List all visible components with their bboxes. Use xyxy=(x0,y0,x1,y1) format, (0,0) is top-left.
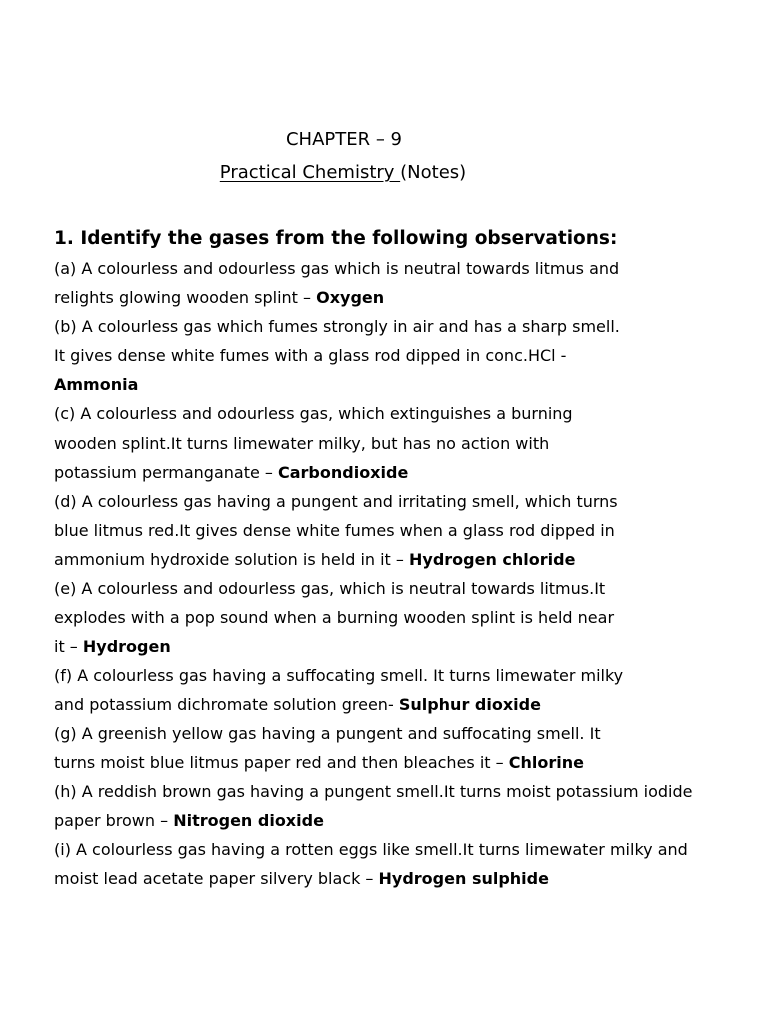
subtitle-underlined: Practical Chemistry xyxy=(219,162,401,183)
answer-text: Nitrogen dioxide xyxy=(173,811,324,830)
text-line xyxy=(54,433,549,455)
line-text: wooden splint.It turns limewater milky, but has no action with xyxy=(54,434,550,453)
answer-text: Carbondioxide xyxy=(277,463,409,482)
line-text: relights glowing wooden splint – xyxy=(54,288,317,307)
chapter-heading: CHAPTER – 9 xyxy=(285,129,403,150)
text-line xyxy=(54,781,692,803)
line-text: and potassium dichromate solution green- xyxy=(54,695,399,714)
answer-text: Oxygen xyxy=(316,288,385,307)
answer-text: Sulphur dioxide xyxy=(398,695,541,714)
line-text: potassium permanganate – xyxy=(54,463,278,482)
text-line xyxy=(54,491,618,513)
text-line xyxy=(54,316,620,338)
line-text: (b) A colourless gas which fumes strongly in air and has a sharp smell. xyxy=(54,317,620,336)
line-text: it – xyxy=(54,637,83,656)
line-text: paper brown – xyxy=(54,811,174,830)
text-line xyxy=(54,403,573,425)
line-text: (d) A colourless gas having a pungent and irritating smell, which turns xyxy=(54,492,618,511)
text-line xyxy=(54,665,623,687)
text-line xyxy=(54,287,384,309)
answer-text: Hydrogen chloride xyxy=(409,550,576,569)
page-title xyxy=(0,161,686,185)
answer-text: Ammonia xyxy=(54,375,139,394)
text-line xyxy=(54,694,541,716)
text-line xyxy=(54,258,619,280)
text-line xyxy=(54,723,601,745)
text-line xyxy=(54,839,688,861)
line-text: It gives dense white fumes with a glass rod dipped in conc.HCl - xyxy=(54,346,567,365)
line-text: (g) A greenish yellow gas having a pungent and suffocating smell. It xyxy=(54,724,601,743)
text-line xyxy=(54,520,615,542)
line-text: ammonium hydroxide solution is held in it – xyxy=(54,550,409,569)
subtitle-rest: (Notes) xyxy=(400,162,467,183)
answer-text: Hydrogen sulphide xyxy=(378,869,549,888)
answer-text: Hydrogen xyxy=(82,637,171,656)
text-line xyxy=(54,549,575,571)
line-text: (i) A colourless gas having a rotten eggs like smell.It turns limewater milky and xyxy=(54,840,688,859)
line-text: (f) A colourless gas having a suffocating smell. It turns limewater milky xyxy=(54,666,624,685)
text-line xyxy=(54,868,549,890)
line-text: explodes with a pop sound when a burning wooden splint is held near xyxy=(54,608,615,627)
answer-text: Chlorine xyxy=(508,753,584,772)
line-text: (e) A colourless and odourless gas, which is neutral towards litmus.It xyxy=(54,579,606,598)
line-text: (c) A colourless and odourless gas, which extinguishes a burning xyxy=(54,404,573,423)
text-line xyxy=(54,462,408,484)
text-line xyxy=(54,636,171,658)
line-text: (h) A reddish brown gas having a pungent smell.It turns moist potassium iodide xyxy=(54,782,693,801)
text-line xyxy=(54,374,138,396)
line-text: turns moist blue litmus paper red and then bleaches it – xyxy=(54,753,509,772)
text-line xyxy=(54,607,614,629)
question-heading: 1. Identify the gases from the following observations: xyxy=(54,228,618,249)
line-text: moist lead acetate paper silvery black – xyxy=(54,869,379,888)
line-text: (a) A colourless and odourless gas which is neutral towards litmus and xyxy=(54,259,620,278)
line-text: blue litmus red.It gives dense white fumes when a glass rod dipped in xyxy=(54,521,615,540)
text-line xyxy=(54,345,566,367)
text-line xyxy=(54,578,605,600)
text-line xyxy=(54,810,324,832)
text-line xyxy=(54,752,584,774)
